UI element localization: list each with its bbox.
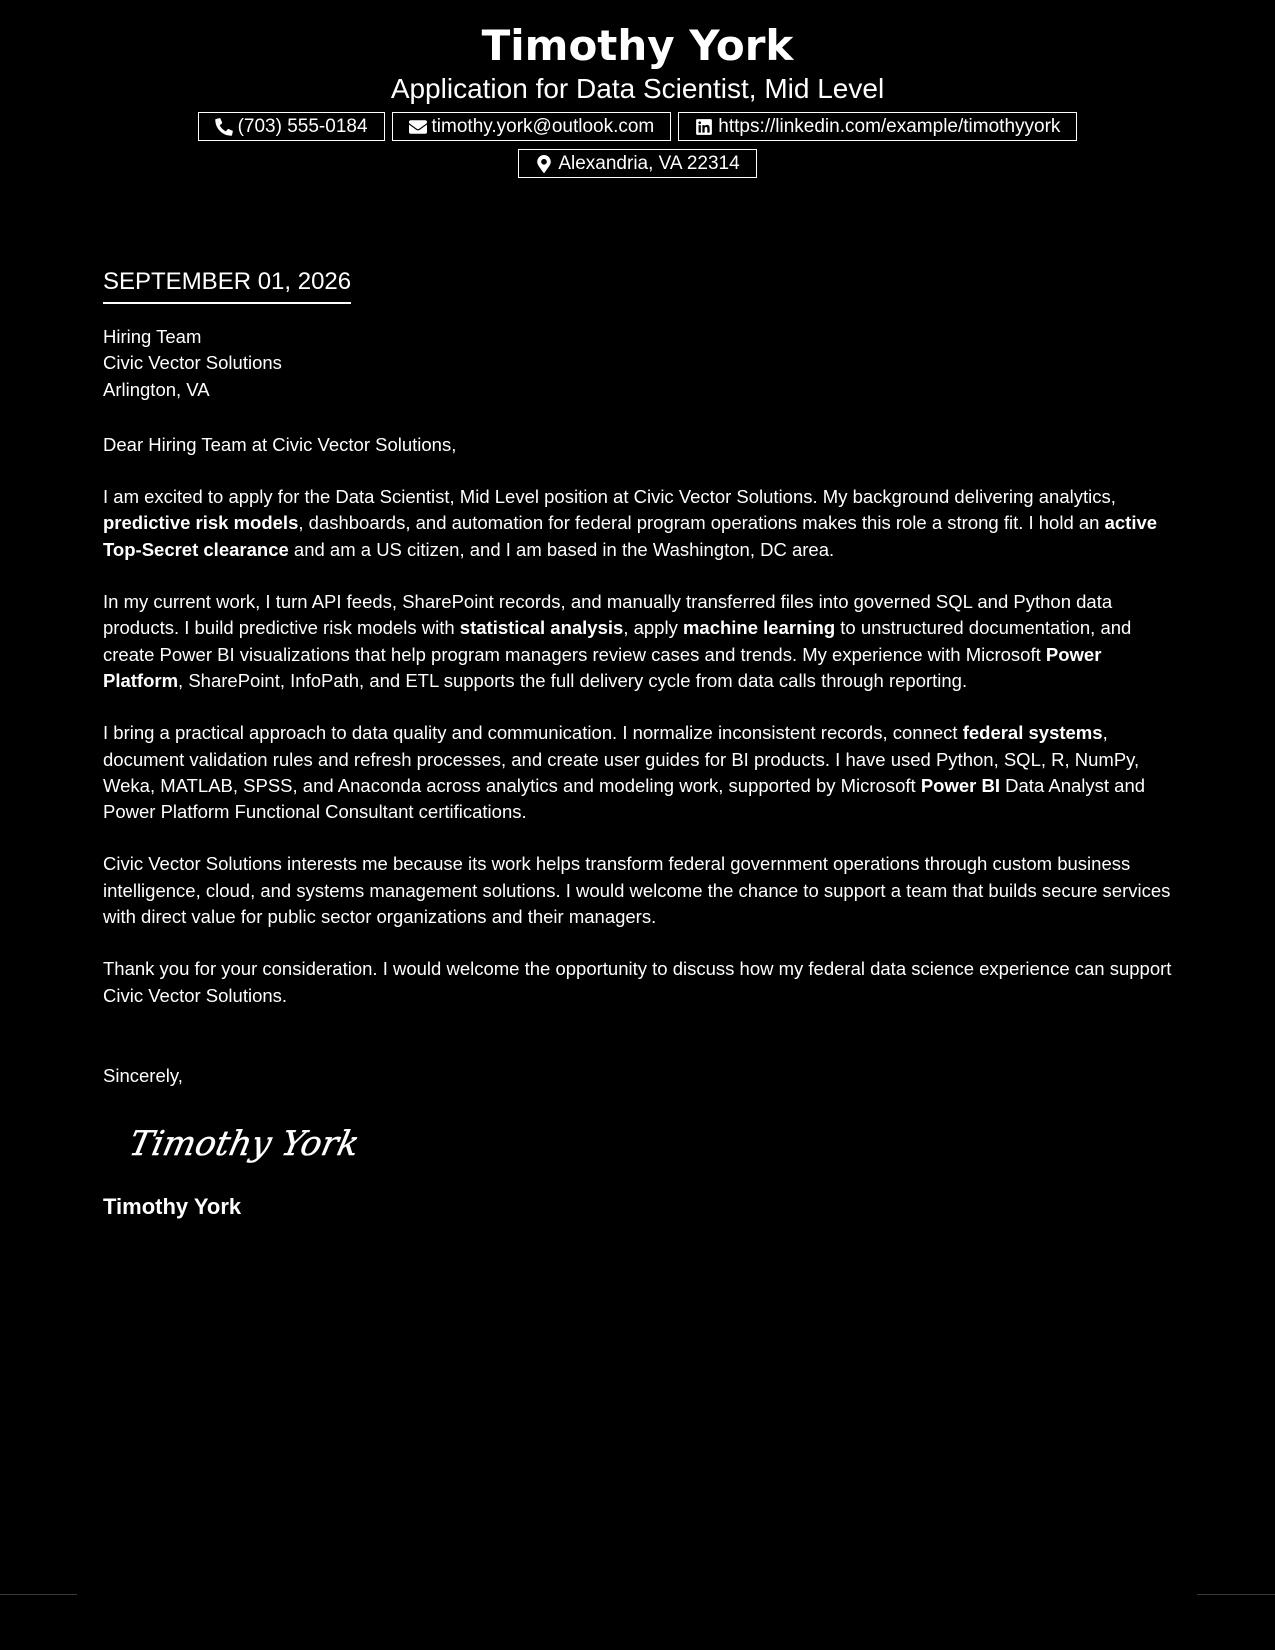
- text-run: , apply: [623, 617, 683, 639]
- recipient-location: Arlington, VA: [103, 378, 210, 400]
- letter-date: SEPTEMBER 01, 2026: [103, 266, 351, 304]
- paragraph-interest: Civic Vector Solutions interests me because its work helps transform federal government operations through custom business intelligence, cloud, and systems management solutions. I would welcome the chance to support a team that builds secure services with direct value for public sector organizations and their managers.: [103, 853, 1171, 928]
- footer-rule-right: [1197, 1594, 1275, 1595]
- paragraph-intro: [103, 484, 1173, 563]
- bold-keyword: Power BI: [920, 774, 1001, 796]
- footer-rule-left: [0, 1594, 77, 1595]
- paragraph-thanks: Thank you for your consideration. I would welcome the opportunity to discuss how my federal data science experience can support Civic Vector Solutions.: [103, 958, 1172, 1006]
- text-run: , document validation rules and refresh processes, and create user guides for BI products. I have used Python, SQL, R, NumPy, Weka, MATLAB, SPSS, and Anaconda across analytics and modeling work, supported by Microsoft: [103, 722, 1140, 796]
- text-run: I bring a practical approach to data quality and communication. I normalize inconsistent records, connect: [103, 722, 963, 744]
- bold-keyword: statistical analysis: [459, 617, 624, 639]
- paragraph-approach: [103, 720, 1173, 825]
- recipient-company: Civic Vector Solutions: [103, 352, 282, 374]
- text-run: to unstructured documentation, and create Power BI visualizations that help program managers review cases and trends. My experience with Microsoft: [103, 617, 1132, 665]
- bold-keyword: federal systems: [962, 722, 1103, 744]
- bold-keyword: machine learning: [682, 617, 836, 639]
- bold-keyword: predictive risk models: [103, 512, 299, 534]
- linkedin-contact[interactable]: [678, 112, 1077, 141]
- text-run: , SharePoint, InfoPath, and ETL supports the full delivery cycle from data calls through reporting.: [178, 669, 968, 691]
- email-text: timothy.york@outlook.com: [431, 115, 655, 137]
- phone-icon: [215, 118, 233, 136]
- application-subtitle: Application for Data Scientist, Mid Level: [390, 73, 885, 104]
- signature: [125, 1111, 1173, 1171]
- letter-body: [103, 266, 1173, 1221]
- linkedin-icon: [695, 118, 713, 136]
- closing: Sincerely,: [103, 1064, 183, 1086]
- envelope-icon: [409, 118, 427, 136]
- recipient-block: [103, 324, 1173, 403]
- contact-row-secondary: [0, 149, 1275, 178]
- map-marker-icon: [535, 155, 553, 173]
- bold-keyword: Power Platform: [103, 643, 1102, 691]
- text-run: Data Analyst and Power Platform Functional Consultant certifications.: [103, 774, 1146, 823]
- text-run: I am excited to apply for the Data Scientist, Mid Level position at Civic Vector Solutions. My background delivering analytics,: [103, 486, 1116, 508]
- applicant-name: Timothy York: [481, 21, 794, 70]
- phone-text: (703) 555-0184: [237, 115, 368, 137]
- text-run: and am a US citizen, and I am based in the Washington, DC area.: [288, 538, 835, 560]
- text-run: , dashboards, and automation for federal program operations makes this role a strong fit. I hold an: [298, 512, 1105, 534]
- letter-header: [0, 20, 1275, 186]
- bold-keyword: active Top-Secret clearance: [103, 512, 1158, 560]
- paragraph-experience: [103, 589, 1173, 694]
- phone-contact[interactable]: [198, 112, 385, 141]
- signature-text: Timothy York: [125, 1124, 363, 1165]
- location-contact: [518, 149, 756, 178]
- printed-name: Timothy York: [103, 1194, 242, 1220]
- recipient-line: Hiring Team: [103, 326, 202, 347]
- location-text: Alexandria, VA 22314: [558, 152, 740, 174]
- text-run: In my current work, I turn API feeds, SharePoint records, and manually transferred files into governed SQL and Python data products. I build predictive risk models with: [103, 591, 1113, 639]
- linkedin-text: https://linkedin.com/example/timothyyork: [718, 115, 1061, 137]
- signature-image: [125, 1111, 365, 1171]
- contact-row-primary: [0, 112, 1275, 141]
- email-contact[interactable]: [392, 112, 672, 141]
- salutation: Dear Hiring Team at Civic Vector Solutions,: [103, 433, 457, 455]
